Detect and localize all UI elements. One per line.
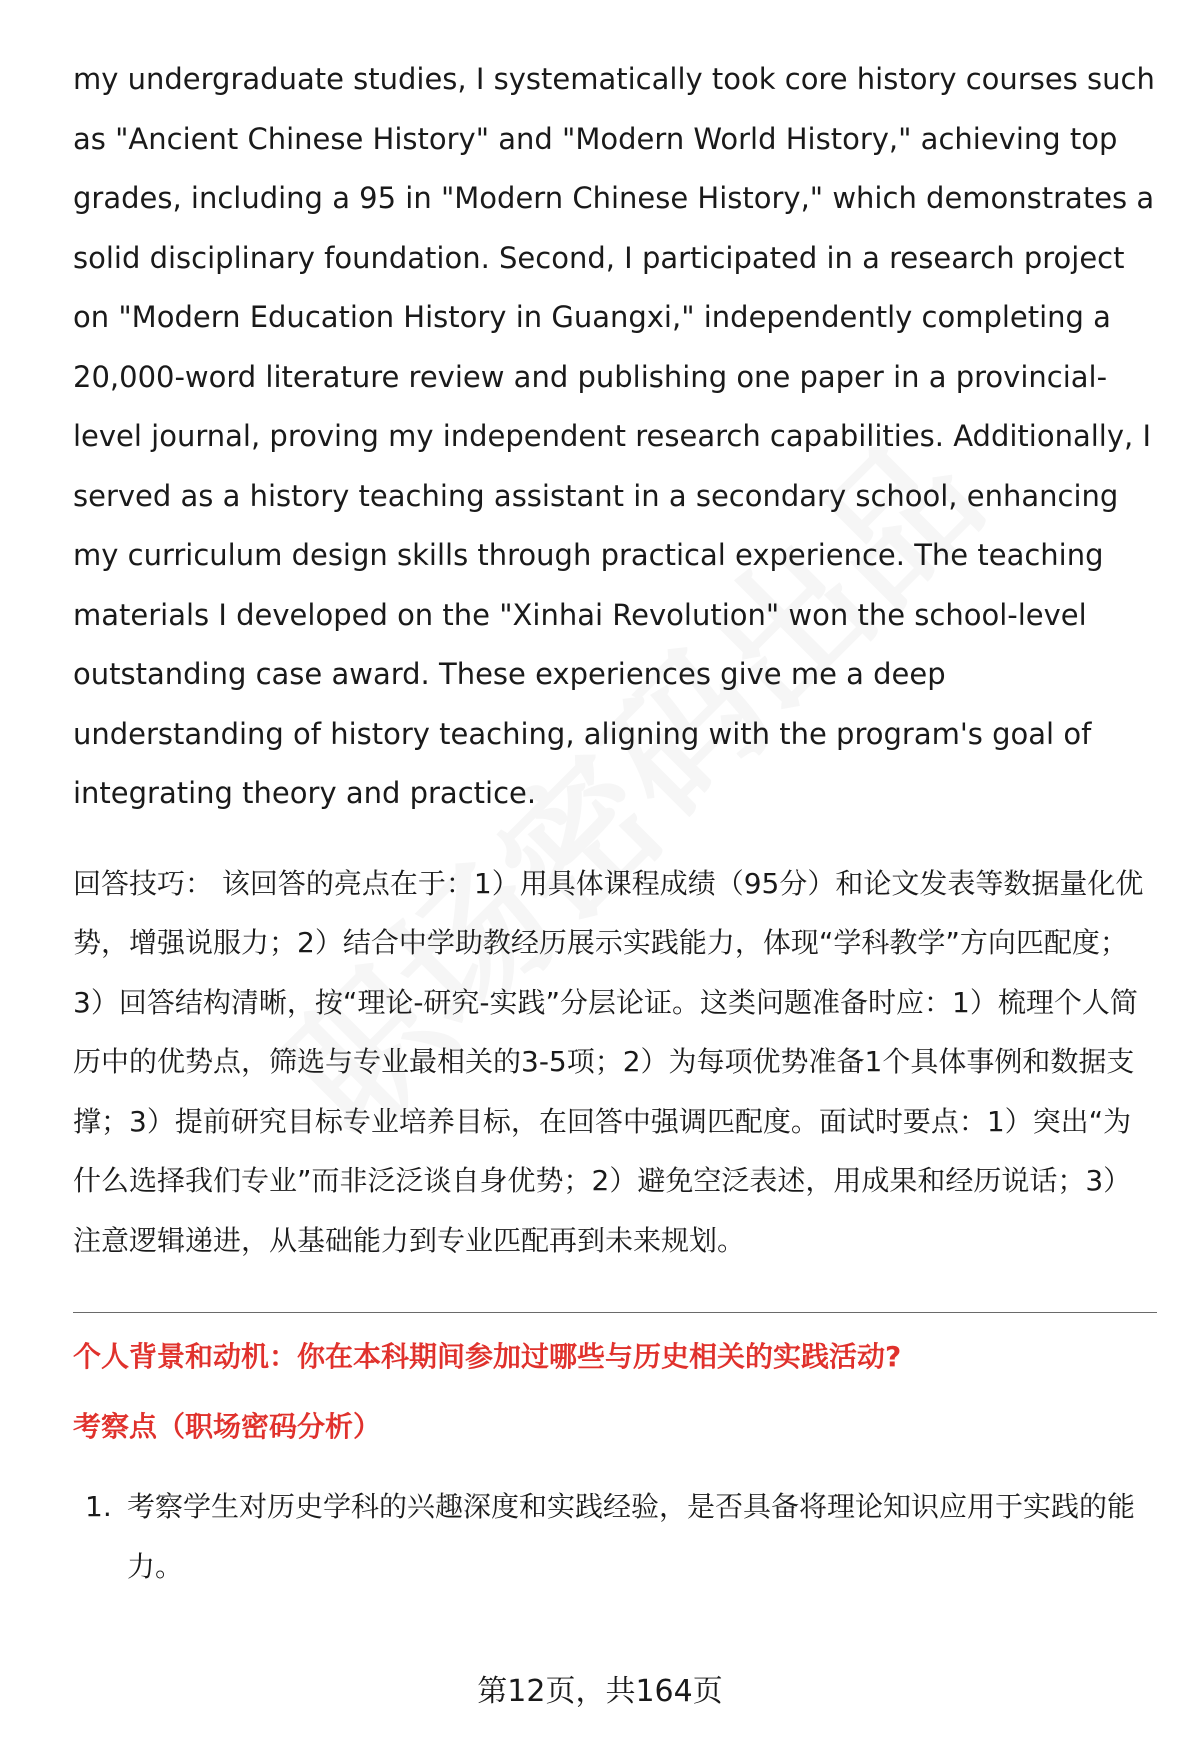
answer-paragraph: my undergraduate studies, I systematically took core history courses such as "Ancient Chinese History" and "Modern World History," achieving top grades, including a 95 in "Modern Chinese History," which demonstrates a solid disciplinary foundation. Second, I participated in a research project on "Modern Education History in Guangxi," independently completing a 20,000-word literature review and publishing one paper in a provincial-level journal, proving my independent research capabilities. Additionally, I served as a history teaching assistant in a secondary school, enhancing my curriculum design skills through practical experience. The teaching materials I developed on the "Xinhai Revolution" won the school-level outstanding case award. These experiences give me a deep understanding of history teaching, aligning with the program's goal of integrating theory and practice. bbox=[73, 62, 1155, 810]
page-footer: 第12页，共164页 bbox=[477, 1674, 723, 1709]
answer-tips-paragraph: 回答技巧： 该回答的亮点在于：1）用具体课程成绩（95分）和论文发表等数据量化优势，增强说服力；2）结合中学助教经历展示实践能力，体现“学科教学”方向匹配度；3）回答结构清晰，按“理论-研究-实践”分层论证。这类问题准备时应：1）梳理个人简历中的优势点，筛选与专业最相关的3-5项；2）为每项优势准备1个具体事例和数据支撑；3）提前研究目标专业培养目标，在回答中强调匹配度。面试时要点：1）突出“为什么选择我们专业”而非泛泛谈自身优势；2）避免空泛表述，用成果和经历说话；3）注意逻辑递进，从基础能力到专业匹配再到未来规划。 bbox=[73, 866, 1144, 1257]
analysis-list bbox=[73, 1477, 1157, 1596]
question-heading: 个人背景和动机：你在本科期间参加过哪些与历史相关的实践活动? bbox=[73, 1340, 902, 1373]
page-content bbox=[73, 50, 1157, 1596]
analysis-heading: 考察点（职场密码分析） bbox=[73, 1410, 382, 1443]
list-item-text: 考察学生对历史学科的兴趣深度和实践经验，是否具备将理论知识应用于实践的能力。 bbox=[127, 1490, 1136, 1583]
list-item-number: 1. bbox=[85, 1490, 112, 1523]
list-item bbox=[73, 1477, 1157, 1596]
section-divider bbox=[73, 1312, 1157, 1313]
